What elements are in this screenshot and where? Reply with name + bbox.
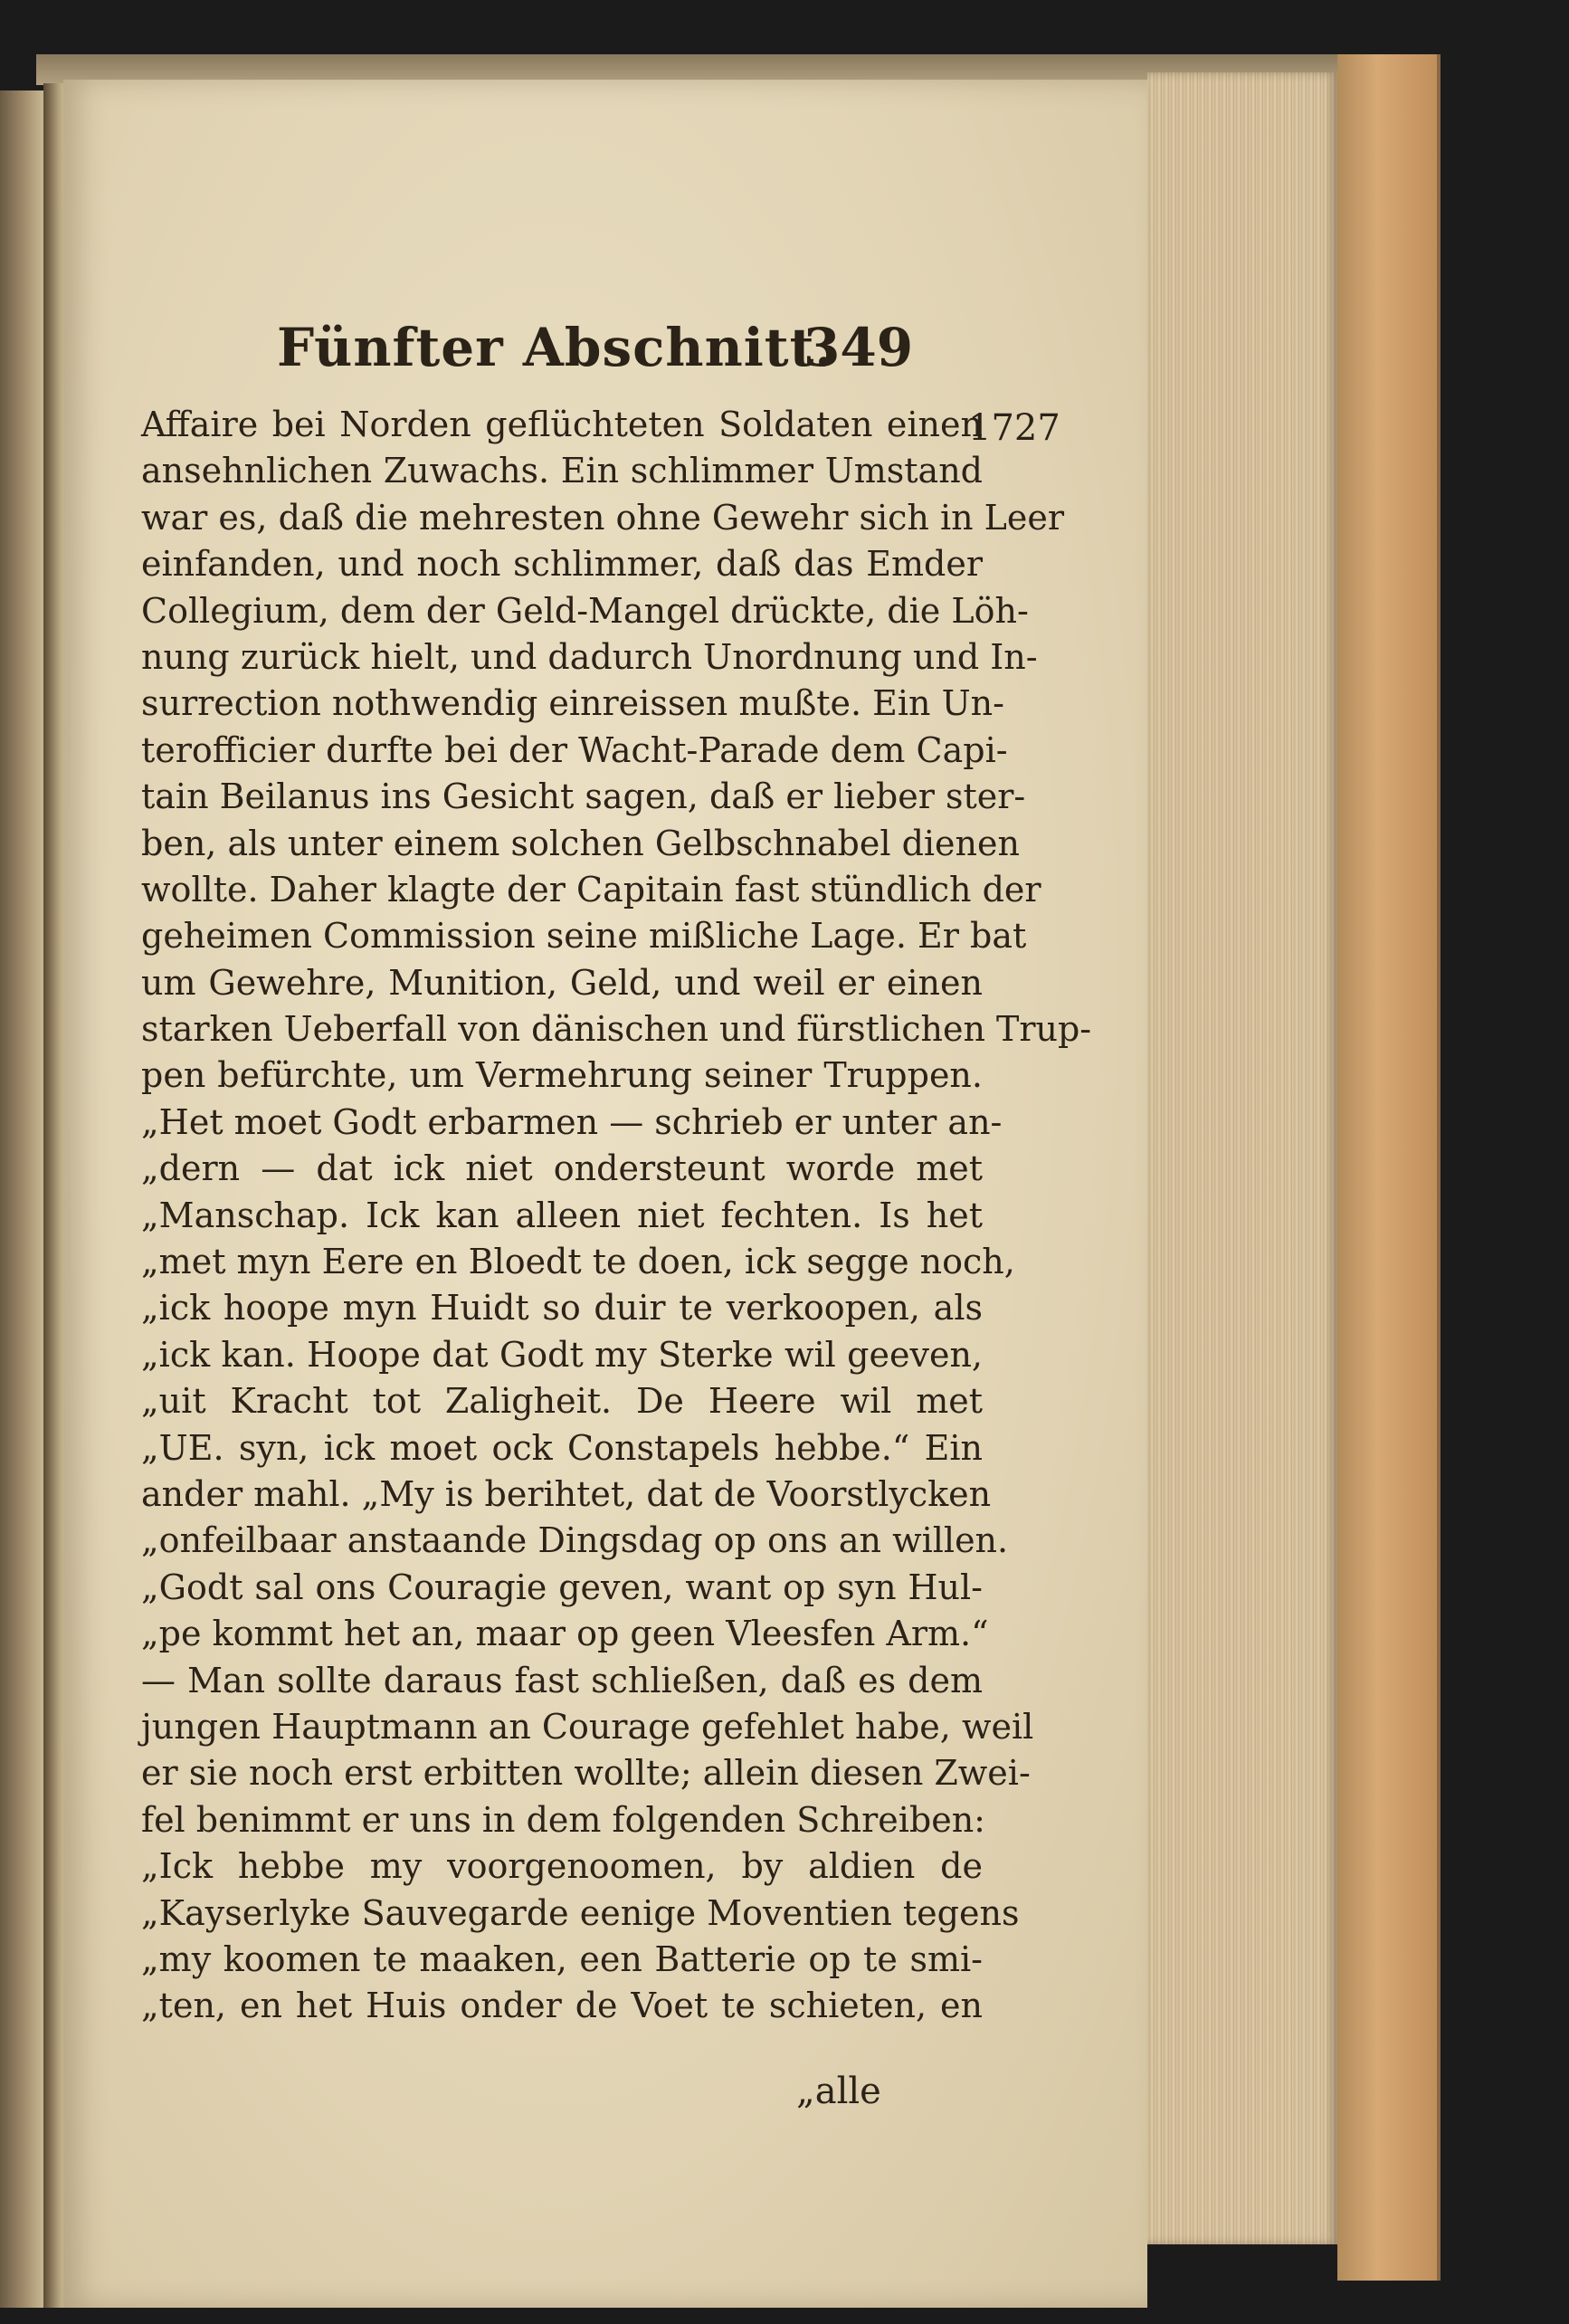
text-line: „my koomen te maaken, een Batterie op te smi- [141,1938,983,1979]
text-line: um Gewehre, Munition, Geld, und weil er einen [141,962,983,1003]
text-line: ander mahl. „My is berihtet, dat de Voorstlycken [141,1473,992,1514]
text-line: „UE. syn, ick moet ock Constapels hebbe.“ Ein [141,1427,983,1468]
page-edges [1147,72,1337,2244]
text-line: terofficier durfte bei der Wacht-Parade dem Capi- [141,729,1008,770]
catchword: „alle [796,2071,881,2112]
book-cover [1337,54,1441,2281]
left-page-sliver [0,90,43,2308]
page [63,80,1147,2308]
text-line: „pe kommt het an, maar op geen Vleesfen Arm.“ [141,1614,989,1654]
text-line: nung zurück hielt, und dadurch Unordnung und In- [141,636,1038,677]
text-line: tain Beilanus ins Gesicht sagen, daß er lieber ster- [141,776,1026,817]
text-line: — Man sollte daraus fast schließen, daß es dem [141,1660,983,1700]
text-line: „Kayserlyke Sauvegarde eenige Moventien tegens [141,1892,1020,1933]
text-line: „onfeilbaar anstaande Dingsdag op ons an willen. [141,1520,1009,1561]
text-line: „Ick hebbe my voorgenoomen, by aldien de [141,1846,983,1887]
text-line: pen befürchte, um Vermehrung seiner Truppen. [141,1055,983,1096]
text-line: Affaire bei Norden geflüchteten Soldaten einen [141,405,983,444]
running-head-title: Fünfter Abschnitt. [277,317,834,378]
text-line: „ten, en het Huis onder de Voet te schieten, en [141,1986,983,2026]
text-line: „Het moet Godt erbarmen — schrieb er unter an- [141,1101,1003,1142]
text-line: surrection nothwendig einreissen mußte. Ein Un- [141,683,1004,724]
text-line: ansehnlichen Zuwachs. Ein schlimmer Umstand [141,451,983,491]
text-line: „dern — dat ick niet ondersteunt worde met [141,1148,983,1189]
text-line: Collegium, dem der Geld-Mangel drückte, die Löh- [141,590,1029,631]
text-line: jungen Hauptmann an Courage gefehlet habe, weil [141,1706,1034,1747]
text-line: „Manschap. Ick kan alleen niet fechten. Is het [141,1195,983,1235]
text-line: fel benimmt er uns in dem folgenden Schreiben: [141,1799,985,1840]
text-line: „met myn Eere en Bloedt te doen, ick segge noch, [141,1242,1015,1282]
text-line: „uit Kracht tot Zaligheit. De Heere wil met [141,1381,983,1422]
text-line: geheimen Commission seine mißliche Lage. Er bat [141,916,1027,957]
text-line: „Godt sal ons Couragie geven, want op syn Hul- [141,1567,983,1607]
text-line: „ick hoope myn Huidt so duir te verkoopen, als [141,1288,983,1329]
margin-year: 1727 [968,407,1060,449]
text-line: ben, als unter einem solchen Gelbschnabel dienen [141,823,1020,863]
text-line: starken Ueberfall von dänischen und fürstlichen Trup- [141,1009,1092,1050]
text-line: „ick kan. Hoope dat Godt my Sterke wil geeven, [141,1334,983,1375]
text-line: er sie noch erst erbitten wollte; allein diesen Zwei- [141,1753,1031,1794]
text-line: wollte. Daher klagte der Capitain fast stündlich der [141,869,1041,910]
text-line: war es, daß die mehresten ohne Gewehr sich in Leer [141,497,1065,538]
page-number: 349 [804,317,914,378]
running-head [63,317,1147,389]
text-line: einfanden, und noch schlimmer, daß das Emder [141,544,983,585]
